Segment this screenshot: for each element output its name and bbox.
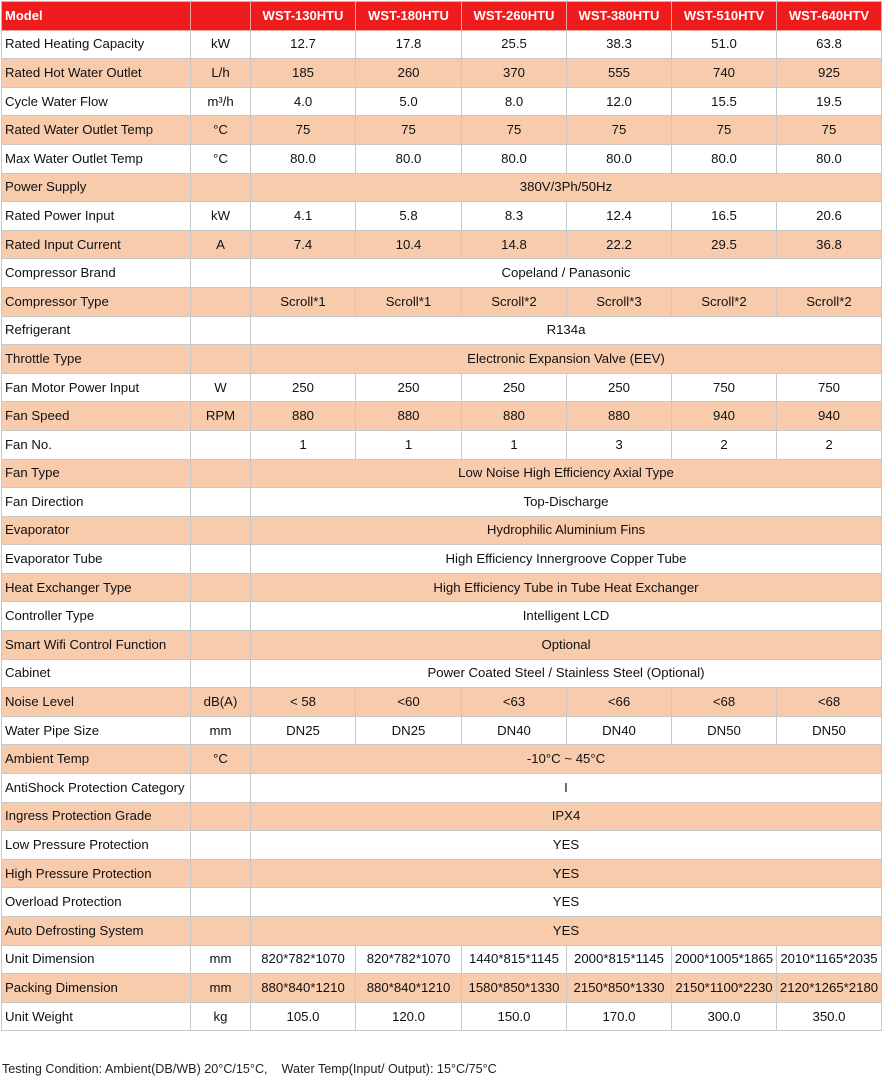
row-unit	[191, 802, 251, 831]
row-value: 75	[462, 116, 567, 145]
row-value: 7.4	[251, 230, 356, 259]
row-label: Unit Weight	[2, 1002, 191, 1031]
header-row	[2, 2, 882, 31]
row-value: 2000*1005*1865	[672, 945, 777, 974]
row-unit	[191, 516, 251, 545]
row-value: 250	[462, 373, 567, 402]
row-value: <66	[567, 688, 672, 717]
row-value: 250	[567, 373, 672, 402]
table-row	[2, 545, 882, 574]
row-label: Heat Exchanger Type	[2, 573, 191, 602]
row-label: Max Water Outlet Temp	[2, 144, 191, 173]
table-row	[2, 87, 882, 116]
row-unit	[191, 459, 251, 488]
table-row	[2, 602, 882, 631]
row-value: 80.0	[251, 144, 356, 173]
row-value: 63.8	[777, 30, 882, 59]
row-label: Fan No.	[2, 430, 191, 459]
row-value: 2	[777, 430, 882, 459]
row-label: Ingress Protection Grade	[2, 802, 191, 831]
table-row	[2, 917, 882, 946]
table-row	[2, 631, 882, 660]
row-value: 260	[356, 59, 462, 88]
row-value: 880	[356, 402, 462, 431]
row-value: 22.2	[567, 230, 672, 259]
row-value: DN40	[567, 716, 672, 745]
row-unit: dB(A)	[191, 688, 251, 717]
row-value: 29.5	[672, 230, 777, 259]
row-label: Throttle Type	[2, 345, 191, 374]
table-row	[2, 173, 882, 202]
row-value: 8.0	[462, 87, 567, 116]
header-model: WST-510HTV	[672, 2, 777, 31]
row-value: 120.0	[356, 1002, 462, 1031]
row-label: Fan Speed	[2, 402, 191, 431]
row-unit	[191, 545, 251, 574]
row-value: 2000*815*1145	[567, 945, 672, 974]
row-value: <63	[462, 688, 567, 717]
header-model: WST-260HTU	[462, 2, 567, 31]
row-unit: °C	[191, 144, 251, 173]
table-row	[2, 402, 882, 431]
row-value: 12.0	[567, 87, 672, 116]
row-unit: mm	[191, 716, 251, 745]
row-value: 2150*1100*2230	[672, 974, 777, 1003]
row-unit	[191, 259, 251, 288]
row-value-all-models: 380V/3Ph/50Hz	[251, 173, 882, 202]
row-value: 15.5	[672, 87, 777, 116]
row-value: 750	[777, 373, 882, 402]
row-label: Fan Direction	[2, 488, 191, 517]
row-value: 940	[777, 402, 882, 431]
row-unit	[191, 917, 251, 946]
row-value: DN40	[462, 716, 567, 745]
row-value: 740	[672, 59, 777, 88]
table-row	[2, 945, 882, 974]
row-value: 75	[777, 116, 882, 145]
table-row	[2, 116, 882, 145]
header-unit	[191, 2, 251, 31]
row-value: 370	[462, 59, 567, 88]
row-value: <60	[356, 688, 462, 717]
row-value-all-models: Low Noise High Efficiency Axial Type	[251, 459, 882, 488]
row-value-all-models: -10°C ~ 45°C	[251, 745, 882, 774]
row-value-all-models: YES	[251, 917, 882, 946]
row-value-all-models: YES	[251, 888, 882, 917]
row-value-all-models: Optional	[251, 631, 882, 660]
row-label: Evaporator Tube	[2, 545, 191, 574]
row-value: 80.0	[356, 144, 462, 173]
row-value: 75	[567, 116, 672, 145]
row-unit: A	[191, 230, 251, 259]
row-label: Fan Type	[2, 459, 191, 488]
spec-table	[1, 1, 882, 1031]
table-row	[2, 716, 882, 745]
row-unit: kW	[191, 30, 251, 59]
table-row	[2, 287, 882, 316]
row-label: AntiShock Protection Category	[2, 774, 191, 803]
table-row	[2, 1002, 882, 1031]
row-value: Scroll*1	[356, 287, 462, 316]
row-unit: kW	[191, 202, 251, 231]
row-value: 925	[777, 59, 882, 88]
row-label: Rated Heating Capacity	[2, 30, 191, 59]
row-value: <68	[672, 688, 777, 717]
row-label: Cycle Water Flow	[2, 87, 191, 116]
row-value: 940	[672, 402, 777, 431]
row-value: 4.0	[251, 87, 356, 116]
row-value: 2120*1265*2180	[777, 974, 882, 1003]
table-row	[2, 59, 882, 88]
row-unit: m³/h	[191, 87, 251, 116]
row-value: 555	[567, 59, 672, 88]
row-value: 880	[462, 402, 567, 431]
row-value: 80.0	[672, 144, 777, 173]
row-unit: RPM	[191, 402, 251, 431]
row-value: 80.0	[777, 144, 882, 173]
table-row	[2, 774, 882, 803]
row-unit	[191, 631, 251, 660]
row-value: Scroll*3	[567, 287, 672, 316]
row-value: Scroll*2	[672, 287, 777, 316]
testing-condition-note: Testing Condition: Ambient(DB/WB) 20°C/15°C, Water Temp(Input/ Output): 15°C/75°C	[2, 1062, 497, 1076]
row-value: 880*840*1210	[251, 974, 356, 1003]
row-value: Scroll*1	[251, 287, 356, 316]
table-row	[2, 831, 882, 860]
row-value: 10.4	[356, 230, 462, 259]
row-value: 350.0	[777, 1002, 882, 1031]
table-row	[2, 144, 882, 173]
row-unit: kg	[191, 1002, 251, 1031]
row-label: Packing Dimension	[2, 974, 191, 1003]
row-value-all-models: YES	[251, 831, 882, 860]
row-label: Compressor Type	[2, 287, 191, 316]
table-row	[2, 259, 882, 288]
row-value: 80.0	[462, 144, 567, 173]
row-label: Low Pressure Protection	[2, 831, 191, 860]
row-value: 880	[567, 402, 672, 431]
row-value: Scroll*2	[777, 287, 882, 316]
row-value: 4.1	[251, 202, 356, 231]
row-value-all-models: High Efficiency Tube in Tube Heat Exchanger	[251, 573, 882, 602]
row-value: 820*782*1070	[251, 945, 356, 974]
row-label: Unit Dimension	[2, 945, 191, 974]
row-value: 3	[567, 430, 672, 459]
row-value: 38.3	[567, 30, 672, 59]
row-label: Overload Protection	[2, 888, 191, 917]
row-label: Smart Wifi Control Function	[2, 631, 191, 660]
row-value: 880	[251, 402, 356, 431]
row-unit: °C	[191, 745, 251, 774]
row-value: Scroll*2	[462, 287, 567, 316]
row-value: 14.8	[462, 230, 567, 259]
row-value: 75	[251, 116, 356, 145]
table-row	[2, 888, 882, 917]
row-label: Fan Motor Power Input	[2, 373, 191, 402]
row-value: 150.0	[462, 1002, 567, 1031]
table-row	[2, 30, 882, 59]
row-value: < 58	[251, 688, 356, 717]
row-value: DN25	[251, 716, 356, 745]
table-row	[2, 573, 882, 602]
row-unit	[191, 831, 251, 860]
row-value: 170.0	[567, 1002, 672, 1031]
row-value: DN50	[672, 716, 777, 745]
row-value: 75	[672, 116, 777, 145]
row-value: DN25	[356, 716, 462, 745]
row-label: Compressor Brand	[2, 259, 191, 288]
table-row	[2, 230, 882, 259]
table-row	[2, 688, 882, 717]
row-value: 185	[251, 59, 356, 88]
row-label: Rated Water Outlet Temp	[2, 116, 191, 145]
row-value: 19.5	[777, 87, 882, 116]
row-unit	[191, 859, 251, 888]
row-label: Rated Input Current	[2, 230, 191, 259]
header-model: WST-180HTU	[356, 2, 462, 31]
row-value: 36.8	[777, 230, 882, 259]
row-unit	[191, 488, 251, 517]
row-unit: °C	[191, 116, 251, 145]
row-value-all-models: High Efficiency Innergroove Copper Tube	[251, 545, 882, 574]
row-unit: L/h	[191, 59, 251, 88]
row-value-all-models: R134a	[251, 316, 882, 345]
row-value: 2010*1165*2035	[777, 945, 882, 974]
table-row	[2, 974, 882, 1003]
row-unit	[191, 316, 251, 345]
table-row	[2, 316, 882, 345]
row-label: Refrigerant	[2, 316, 191, 345]
row-value: 5.0	[356, 87, 462, 116]
row-value-all-models: Power Coated Steel / Stainless Steel (Optional)	[251, 659, 882, 688]
row-label: Power Supply	[2, 173, 191, 202]
row-label: Cabinet	[2, 659, 191, 688]
row-value: 16.5	[672, 202, 777, 231]
row-unit	[191, 287, 251, 316]
row-value-all-models: Intelligent LCD	[251, 602, 882, 631]
table-row	[2, 202, 882, 231]
row-value: 2	[672, 430, 777, 459]
table-row	[2, 488, 882, 517]
row-value-all-models: Electronic Expansion Valve (EEV)	[251, 345, 882, 374]
table-row	[2, 345, 882, 374]
row-value: 17.8	[356, 30, 462, 59]
row-label: High Pressure Protection	[2, 859, 191, 888]
row-unit: mm	[191, 974, 251, 1003]
row-unit	[191, 602, 251, 631]
row-value: 1440*815*1145	[462, 945, 567, 974]
spec-table-body	[2, 30, 882, 1031]
row-value-all-models: Hydrophilic Aluminium Fins	[251, 516, 882, 545]
row-value: 1	[356, 430, 462, 459]
row-value: 80.0	[567, 144, 672, 173]
row-label: Ambient Temp	[2, 745, 191, 774]
row-unit	[191, 659, 251, 688]
table-row	[2, 459, 882, 488]
table-row	[2, 802, 882, 831]
row-value-all-models: IPX4	[251, 802, 882, 831]
row-value: 105.0	[251, 1002, 356, 1031]
row-value: 8.3	[462, 202, 567, 231]
row-label: Evaporator	[2, 516, 191, 545]
row-value: 880*840*1210	[356, 974, 462, 1003]
row-value-all-models: Top-Discharge	[251, 488, 882, 517]
row-unit: mm	[191, 945, 251, 974]
row-value: 820*782*1070	[356, 945, 462, 974]
header-model: WST-640HTV	[777, 2, 882, 31]
row-value: 25.5	[462, 30, 567, 59]
row-value: 1	[462, 430, 567, 459]
row-value: 12.7	[251, 30, 356, 59]
row-unit	[191, 345, 251, 374]
table-row	[2, 430, 882, 459]
row-value: 75	[356, 116, 462, 145]
row-value: 300.0	[672, 1002, 777, 1031]
row-label: Rated Hot Water Outlet	[2, 59, 191, 88]
row-value-all-models: YES	[251, 859, 882, 888]
header-model: WST-130HTU	[251, 2, 356, 31]
row-value: 1	[251, 430, 356, 459]
row-unit	[191, 173, 251, 202]
table-row	[2, 659, 882, 688]
table-row	[2, 859, 882, 888]
row-value: DN50	[777, 716, 882, 745]
row-value: 20.6	[777, 202, 882, 231]
row-value-all-models: Copeland / Panasonic	[251, 259, 882, 288]
row-value: 750	[672, 373, 777, 402]
table-row	[2, 745, 882, 774]
row-value: 250	[356, 373, 462, 402]
row-value: 51.0	[672, 30, 777, 59]
row-value: 12.4	[567, 202, 672, 231]
row-value: 5.8	[356, 202, 462, 231]
row-unit	[191, 573, 251, 602]
row-value: <68	[777, 688, 882, 717]
row-unit	[191, 888, 251, 917]
row-label: Water Pipe Size	[2, 716, 191, 745]
row-label: Rated Power Input	[2, 202, 191, 231]
spec-table-header	[2, 2, 882, 31]
row-unit: W	[191, 373, 251, 402]
row-label: Auto Defrosting System	[2, 917, 191, 946]
row-label: Noise Level	[2, 688, 191, 717]
header-model: WST-380HTU	[567, 2, 672, 31]
row-value-all-models: I	[251, 774, 882, 803]
row-unit	[191, 774, 251, 803]
header-label: Model	[2, 2, 191, 31]
table-row	[2, 373, 882, 402]
row-unit	[191, 430, 251, 459]
row-value: 2150*850*1330	[567, 974, 672, 1003]
row-label: Controller Type	[2, 602, 191, 631]
row-value: 250	[251, 373, 356, 402]
row-value: 1580*850*1330	[462, 974, 567, 1003]
table-row	[2, 516, 882, 545]
